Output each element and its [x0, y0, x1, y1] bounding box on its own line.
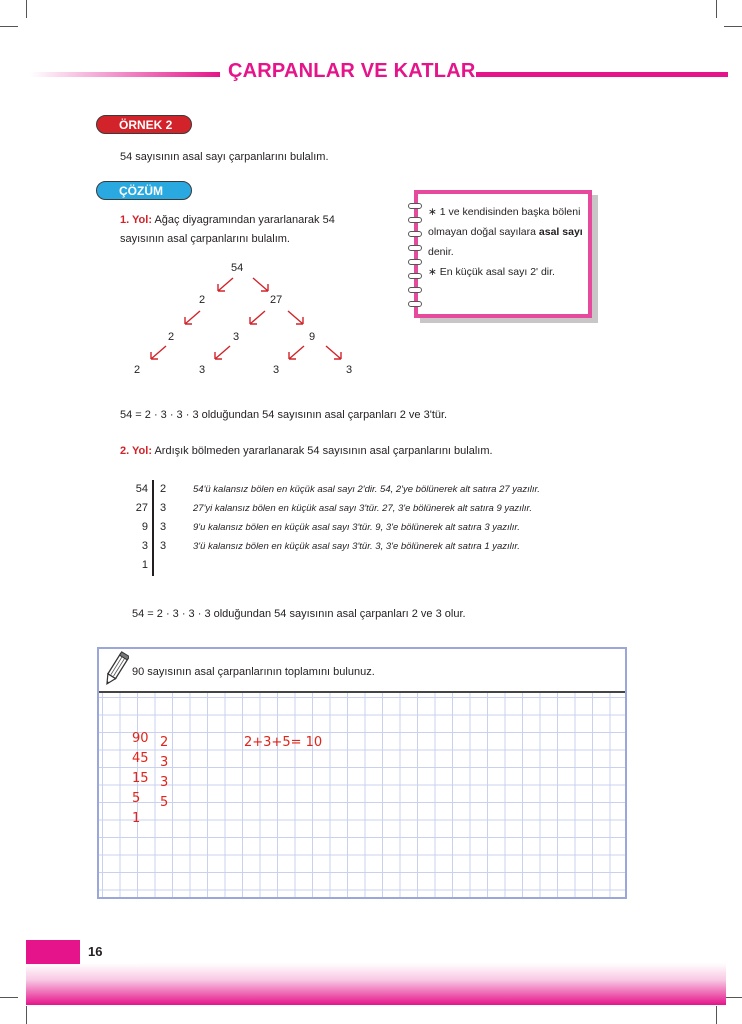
exercise-question: 90 sayısının asal çarpanlarının toplamını bulunuz. [132, 666, 375, 678]
divisor: 3 [160, 521, 167, 533]
dividend: 27 [135, 502, 148, 514]
arrow-down-right-icon [285, 309, 307, 327]
spiral-ring-icon [408, 231, 422, 237]
divisor: 2 [160, 483, 167, 495]
divisor: 3 [160, 540, 167, 552]
spiral-ring-icon [408, 287, 422, 293]
hw-sum: 2+3+5= 10 [244, 735, 323, 750]
header-rule-right [476, 72, 728, 77]
tree-node: 54 [231, 262, 244, 274]
division-line [152, 480, 154, 576]
dividend: 9 [141, 521, 148, 533]
crop-mark [724, 26, 742, 27]
crop-mark [716, 1006, 717, 1024]
spiral-ring-icon [408, 273, 422, 279]
page-title: ÇARPANLAR VE KATLAR [228, 60, 476, 82]
hw-divisor: 3 [160, 755, 169, 770]
method2-line [120, 445, 493, 457]
spiral-ring-icon [408, 203, 422, 209]
method2-label: 2. Yol: [120, 445, 152, 457]
tree-node: 2 [134, 364, 141, 376]
note-line-2 [428, 222, 584, 242]
tree-node: 2 [168, 331, 175, 343]
footer-tab [26, 940, 80, 964]
dividend: 3 [141, 540, 148, 552]
arrow-down-left-icon [211, 344, 233, 362]
tree-node: 3 [346, 364, 353, 376]
hw-dividend: 5 [132, 791, 141, 806]
hw-divisor: 5 [160, 795, 169, 810]
tree-node: 2 [199, 294, 206, 306]
note-line-2-text: olmayan doğal sayılara [428, 226, 539, 238]
arrow-down-left-icon [285, 344, 307, 362]
method1-label: 1. Yol: [120, 214, 152, 226]
note-line-4 [428, 262, 584, 282]
crop-mark [716, 0, 717, 18]
note-line-1 [428, 202, 584, 222]
hw-divisor: 3 [160, 775, 169, 790]
division-explanation: 27'yi kalansız bölen en küçük asal sayı 3'tür. 27, 3'e bölünerek alt satıra 9 yazılır. [193, 503, 533, 514]
division-explanation: 3'ü kalansız bölen en küçük asal sayı 3'tür. 3, 3'e bölünerek alt satıra 1 yazılır. [193, 541, 520, 552]
page-number: 16 [88, 944, 103, 959]
dividend: 54 [135, 483, 148, 495]
header-rule-left [30, 72, 220, 77]
conclusion-2: 54 = 2 · 3 · 3 · 3 olduğundan 54 sayısının asal çarpanları 2 ve 3 olur. [132, 608, 466, 620]
spiral-ring-icon [408, 301, 422, 307]
note-line-1-text: 1 ve kendisinden başka böleni [439, 206, 581, 218]
tree-node: 3 [273, 364, 280, 376]
spiral-ring-icon [408, 259, 422, 265]
example-badge: ÖRNEK 2 [96, 115, 192, 134]
note-card [414, 190, 592, 318]
tree-node: 3 [199, 364, 206, 376]
conclusion-1: 54 = 2 · 3 · 3 · 3 olduğundan 54 sayısının asal çarpanları 2 ve 3'tür. [120, 409, 448, 421]
note-text [428, 202, 584, 282]
arrow-down-left-icon [214, 276, 236, 294]
crop-mark [724, 997, 742, 998]
pencil-icon [101, 650, 129, 690]
example-problem: 54 sayısının asal sayı çarpanlarını bulalım. [120, 151, 329, 163]
method1-text: Ağaç diyagramından yararlanarak 54 [152, 214, 335, 226]
arrow-down-right-icon [323, 344, 345, 362]
division-explanation: 9'u kalansız bölen en küçük asal sayı 3'tür. 9, 3'e bölünerek alt satıra 3 yazılır. [193, 522, 520, 533]
divisor: 3 [160, 502, 167, 514]
tree-node: 3 [233, 331, 240, 343]
dividend: 1 [141, 559, 148, 571]
crop-mark [0, 26, 18, 27]
crop-mark [26, 1006, 27, 1024]
arrow-down-left-icon [246, 309, 268, 327]
note-line-2-bold: asal sayı [538, 226, 583, 238]
division-explanation: 54'ü kalansız bölen en küçük asal sayı 2'dir. 54, 2'ye bölünerek alt satıra 27 yazılır. [193, 484, 540, 495]
note-line-4-text: En küçük asal sayı 2' dir. [439, 266, 555, 278]
hw-dividend: 90 [132, 731, 149, 746]
bullet-icon: ∗ [428, 206, 437, 218]
bullet-icon: ∗ [428, 266, 437, 278]
hw-dividend: 45 [132, 751, 149, 766]
crop-mark [26, 0, 27, 18]
footer-band [26, 963, 726, 1005]
hw-dividend: 1 [132, 811, 141, 826]
arrow-down-left-icon [181, 309, 203, 327]
arrow-down-right-icon [250, 276, 272, 294]
hw-dividend: 15 [132, 771, 149, 786]
method1-line2: sayısının asal çarpanlarını bulalım. [120, 233, 290, 245]
method2-text: Ardışık bölmeden yararlanarak 54 sayısının asal çarpanlarını bulalım. [152, 445, 493, 457]
crop-mark [0, 997, 18, 998]
note-line-3: denir. [428, 246, 454, 258]
tree-node: 9 [309, 331, 316, 343]
hw-divisor: 2 [160, 735, 169, 750]
solution-badge: ÇÖZÜM [96, 181, 192, 200]
arrow-down-left-icon [147, 344, 169, 362]
tree-node: 27 [270, 294, 283, 306]
spiral-ring-icon [408, 245, 422, 251]
spiral-ring-icon [408, 217, 422, 223]
method1-line1 [120, 214, 335, 226]
